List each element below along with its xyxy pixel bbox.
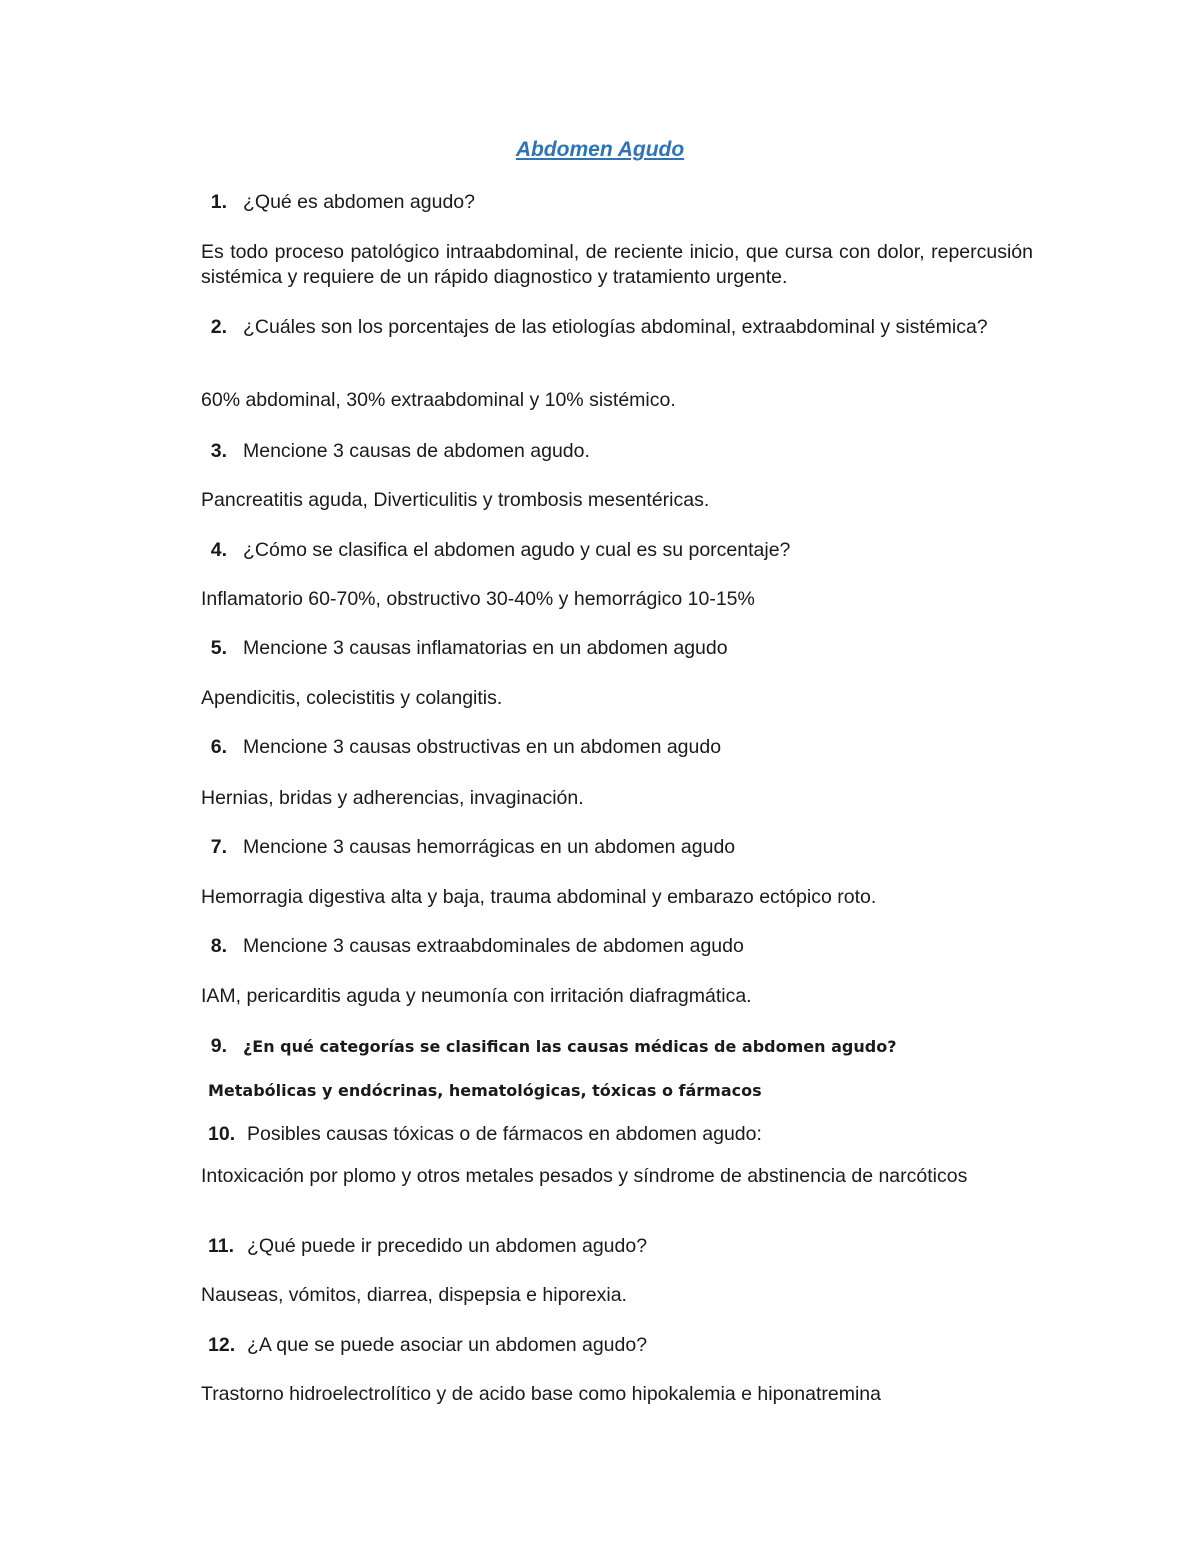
question-text: Mencione 3 causas extraabdominales de abdomen agudo bbox=[243, 935, 744, 957]
question-text: ¿Cuáles son los porcentajes de las etiologías abdominal, extraabdominal y sistémica? bbox=[243, 316, 988, 338]
question-text: ¿Qué es abdomen agudo? bbox=[243, 191, 476, 213]
answer-5: Apendicitis, colecistitis y colangitis. bbox=[201, 687, 503, 709]
answer-9: Metabólicas y endócrinas, hematológicas, tóxicas o fármacos bbox=[208, 1081, 762, 1100]
question-text: ¿En qué categorías se clasifican las causas médicas de abdomen agudo? bbox=[243, 1037, 897, 1056]
answer-12: Trastorno hidroelectrolítico y de acido base como hipokalemia e hiponatremina bbox=[201, 1383, 881, 1405]
question-number: 6. bbox=[210, 736, 227, 758]
question-number: 9. bbox=[210, 1035, 227, 1057]
answer-8: IAM, pericarditis aguda y neumonía con irritación diafragmática. bbox=[201, 985, 752, 1007]
question-9 bbox=[201, 1034, 1033, 1059]
page-title: Abdomen Agudo bbox=[515, 138, 685, 161]
answer-7: Hemorragia digestiva alta y baja, trauma abdominal y embarazo ectópico roto. bbox=[201, 886, 877, 908]
question-number: 2. bbox=[210, 316, 227, 338]
question-text: Mencione 3 causas obstructivas en un abdomen agudo bbox=[243, 736, 722, 758]
question-text: ¿A que se puede asociar un abdomen agudo? bbox=[247, 1334, 648, 1356]
question-1 bbox=[201, 190, 1033, 215]
question-11 bbox=[201, 1234, 1033, 1259]
question-number: 3. bbox=[210, 440, 227, 462]
answer-1: Es todo proceso patológico intraabdominal, de reciente inicio, que cursa con dolor, repercusión sistémica y requiere de un rápido diagnostico y tratamiento urgente. bbox=[201, 241, 1033, 288]
question-number: 10. bbox=[208, 1123, 236, 1145]
question-number: 5. bbox=[210, 637, 227, 659]
answer-2: 60% abdominal, 30% extraabdominal y 10% sistémico. bbox=[201, 389, 676, 411]
question-2 bbox=[201, 315, 1033, 340]
answer-11: Nauseas, vómitos, diarrea, dispepsia e hiporexia. bbox=[201, 1284, 627, 1306]
question-number: 4. bbox=[210, 539, 227, 561]
question-12 bbox=[201, 1333, 1033, 1358]
question-7 bbox=[201, 835, 1033, 860]
question-3 bbox=[201, 439, 1033, 464]
question-text: ¿Cómo se clasifica el abdomen agudo y cual es su porcentaje? bbox=[243, 539, 791, 561]
answer-4: Inflamatorio 60-70%, obstructivo 30-40% y hemorrágico 10-15% bbox=[201, 588, 755, 610]
question-10 bbox=[201, 1122, 1033, 1147]
question-number: 8. bbox=[210, 935, 227, 957]
question-text: Mencione 3 causas hemorrágicas en un abdomen agudo bbox=[243, 836, 736, 858]
question-number: 1. bbox=[210, 191, 227, 213]
question-8 bbox=[201, 934, 1033, 959]
question-5 bbox=[201, 636, 1033, 661]
question-number: 12. bbox=[208, 1334, 236, 1356]
question-number: 7. bbox=[210, 836, 227, 858]
question-6 bbox=[201, 735, 1033, 760]
question-text: Posibles causas tóxicas o de fármacos en abdomen agudo: bbox=[247, 1123, 762, 1145]
question-text: Mencione 3 causas de abdomen agudo. bbox=[243, 440, 590, 462]
question-4 bbox=[201, 538, 1033, 563]
answer-6: Hernias, bridas y adherencias, invaginación. bbox=[201, 787, 584, 809]
answer-3: Pancreatitis aguda, Diverticulitis y trombosis mesentéricas. bbox=[201, 489, 710, 511]
answer-10: Intoxicación por plomo y otros metales pesados y síndrome de abstinencia de narcóticos bbox=[201, 1165, 968, 1187]
question-text: ¿Qué puede ir precedido un abdomen agudo? bbox=[247, 1235, 648, 1257]
question-number: 11. bbox=[208, 1235, 235, 1257]
question-text: Mencione 3 causas inflamatorias en un abdomen agudo bbox=[243, 637, 728, 659]
